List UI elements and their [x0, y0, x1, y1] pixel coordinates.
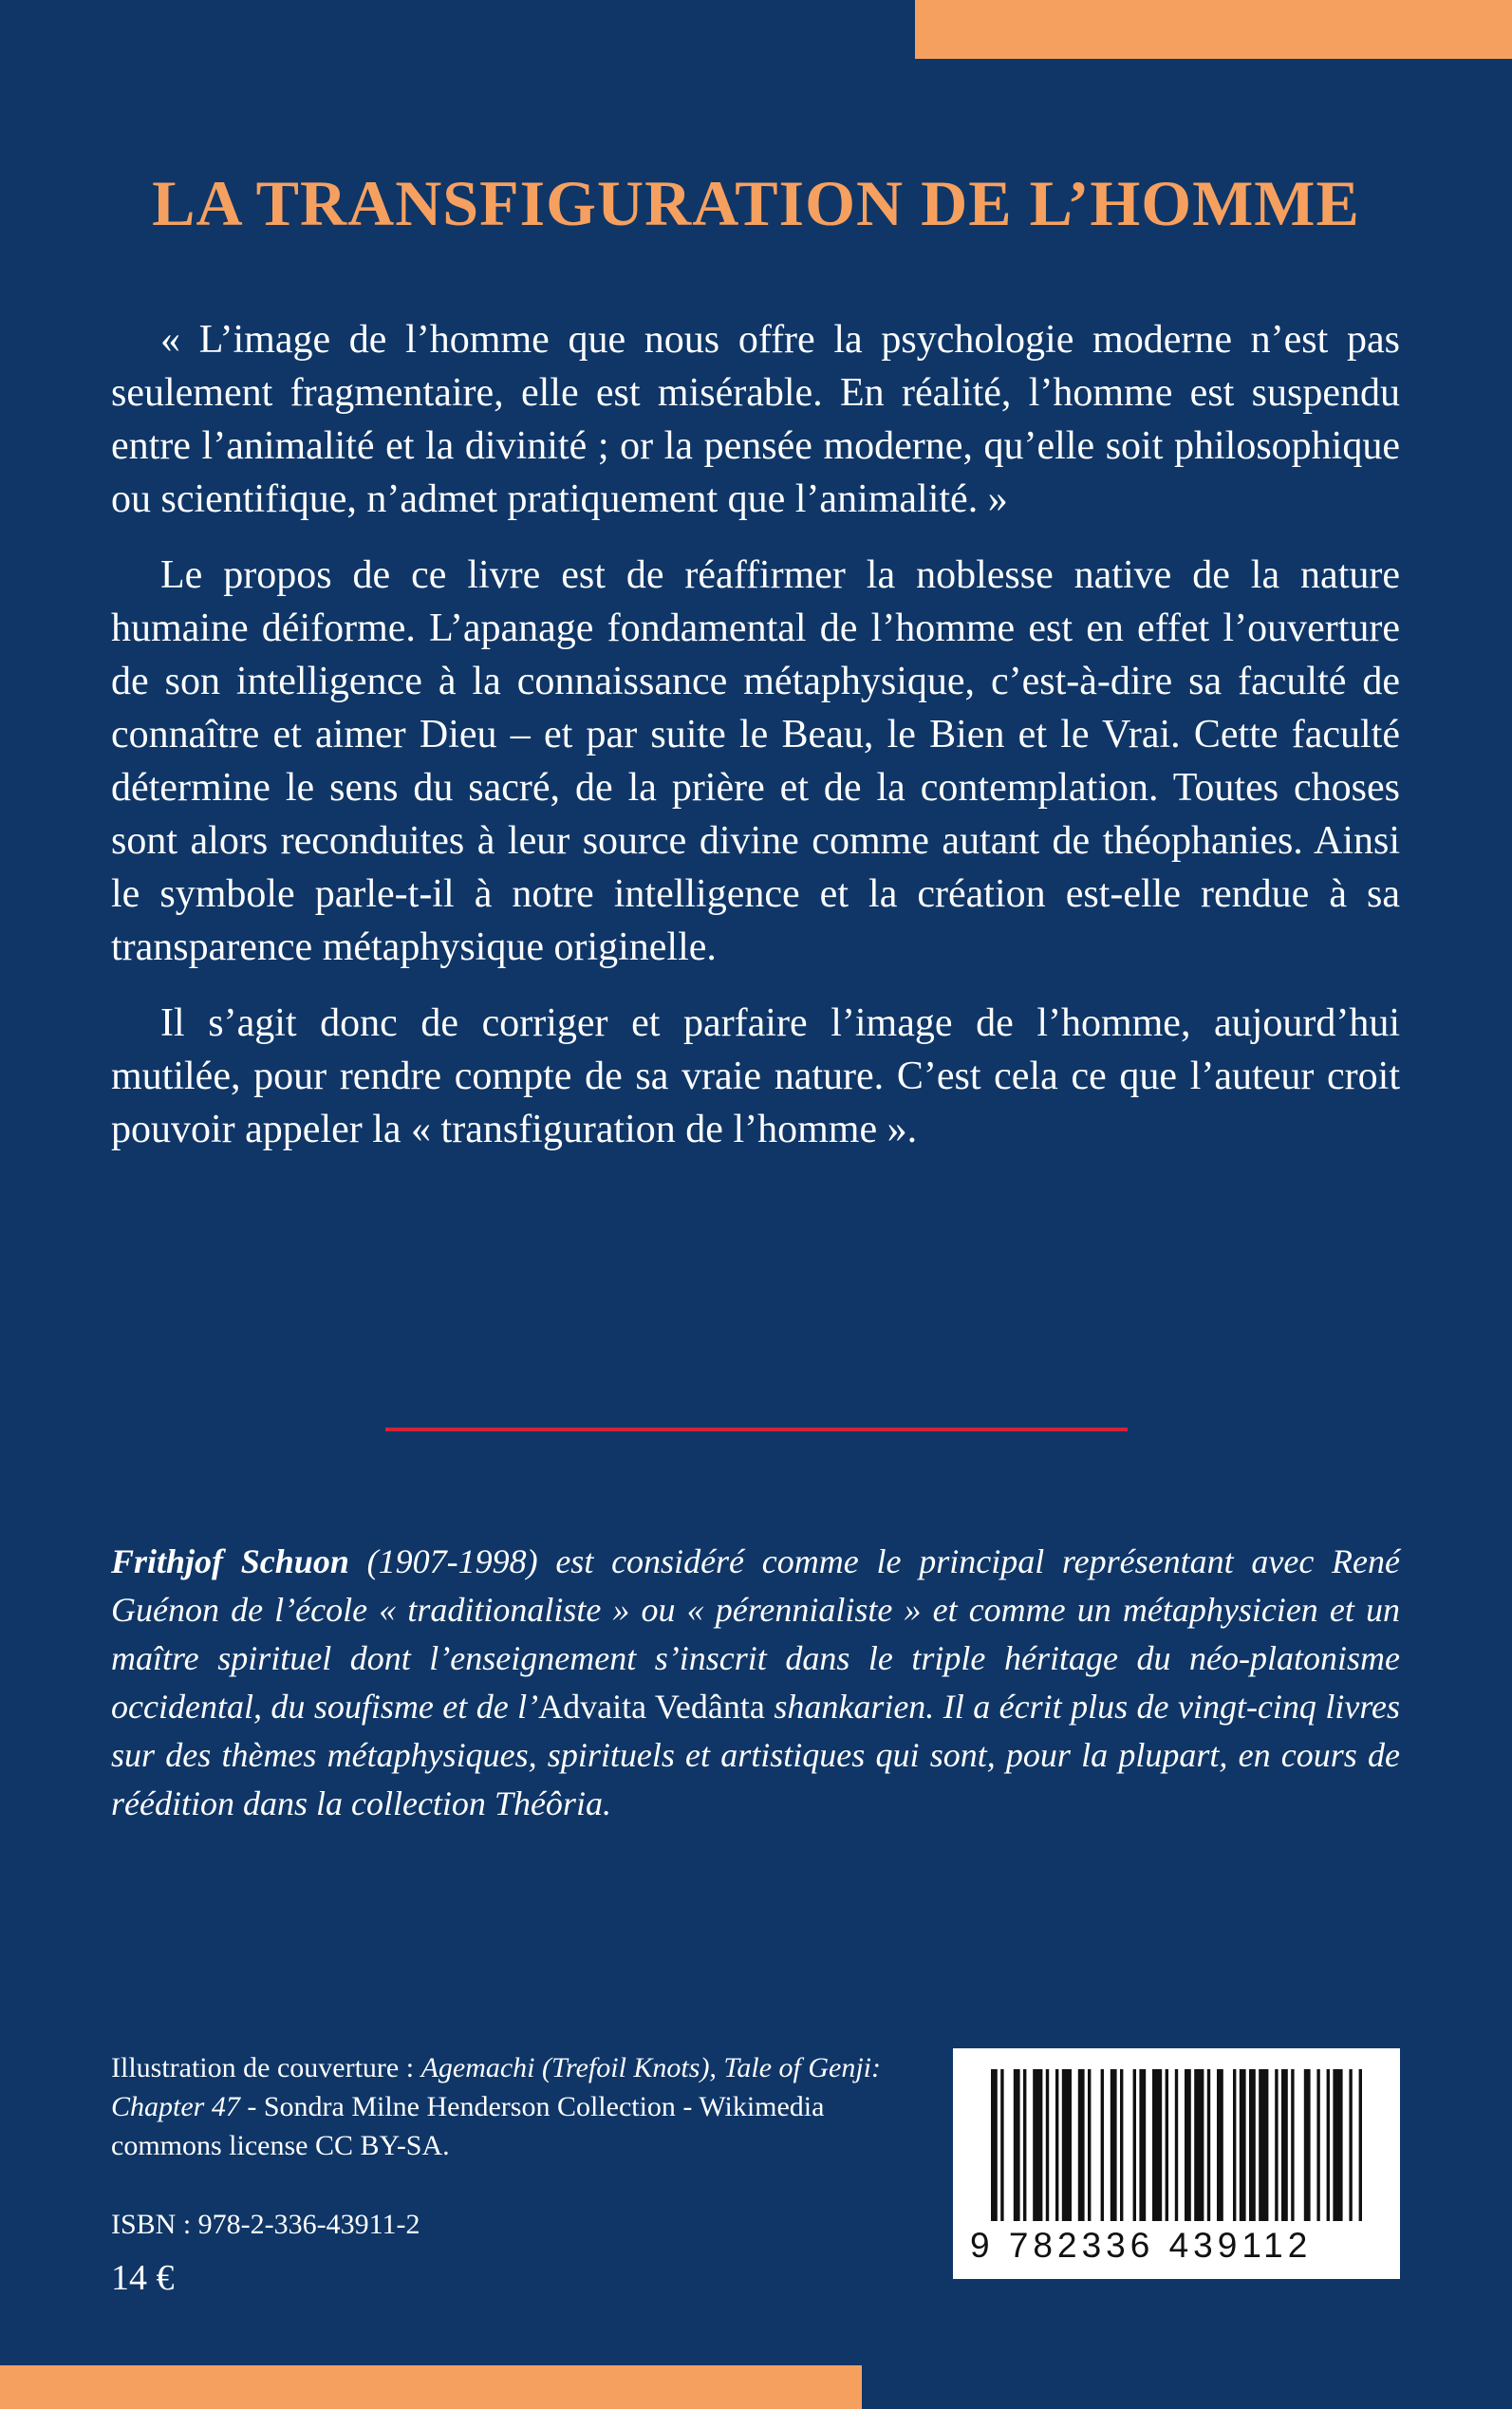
barcode-bar — [1101, 2069, 1104, 2221]
bio-text-end: shankarien. Il a écrit plus de vingt-cinq livres sur des thèmes métaphysiques, spirituels et artistiques qui sont, pour la plupart, en cours de réédition dans la collection Théôria. — [111, 1688, 1401, 1822]
bottom-accent-band — [0, 2365, 862, 2409]
barcode-bar — [1304, 2069, 1311, 2221]
barcode-bar — [1291, 2069, 1294, 2221]
barcode-bar — [1023, 2069, 1026, 2221]
barcode-bar — [1207, 2069, 1210, 2221]
barcode-bar — [1240, 2069, 1246, 2221]
barcode-bar — [1111, 2069, 1117, 2221]
illustration-credit — [111, 2048, 927, 2165]
barcode-bar — [1359, 2069, 1362, 2221]
barcode-bar — [1062, 2069, 1072, 2221]
isbn: ISBN : 978-2-336-43911-2 — [111, 2209, 420, 2240]
author-bio — [111, 1538, 1400, 1828]
barcode-bar — [1152, 2069, 1162, 2221]
barcode-bar — [1166, 2069, 1168, 2221]
barcode-bar — [1000, 2069, 1003, 2221]
barcode-bar — [1249, 2069, 1256, 2221]
blurb — [111, 313, 1400, 1179]
barcode-bar — [1046, 2069, 1049, 2221]
barcode-bar — [1088, 2069, 1091, 2221]
barcode-bar — [1281, 2069, 1288, 2221]
barcode-bar — [1349, 2069, 1352, 2221]
author-name: Frithjof Schuon — [111, 1542, 349, 1580]
barcode-digits: 9 782336 439112 — [970, 2226, 1313, 2265]
barcode-bar — [1175, 2069, 1178, 2221]
top-accent-band — [915, 0, 1512, 59]
barcode — [953, 2048, 1400, 2279]
price: 14 € — [111, 2258, 175, 2298]
barcode-bar — [1033, 2069, 1042, 2221]
credit-label: Illustration de couverture : — [111, 2052, 421, 2083]
barcode-bar — [1139, 2069, 1146, 2221]
barcode-bar — [1333, 2069, 1342, 2221]
barcode-bar — [1120, 2069, 1123, 2221]
barcode-bar — [1259, 2069, 1268, 2221]
book-title: LA TRANSFIGURATION DE L’HOMME — [152, 166, 1360, 239]
barcode-bar — [1327, 2069, 1330, 2221]
barcode-bar — [1014, 2069, 1020, 2221]
credit-work: Agemachi (Trefoil Knots), Tale of Genji: Chapter 47 — [111, 2052, 881, 2122]
barcode-bar — [1185, 2069, 1191, 2221]
barcode-bar — [991, 2069, 998, 2221]
blurb-paragraph: Le propos de ce livre est de réaffirmer la noblesse native de la nature humaine déiforme. L’apanage fondamental de l’homme est en effet l’ouverture de son intelligence à la connaissance métaphysique, c’est-à-dire sa faculté de connaître et aimer Dieu – et par suite le Beau, le Bien et le Vrai. Cette faculté détermine le sens du sacré, de la prière et de la contemplation. Toutes choses sont alors reconduites à leur source divine comme autant de théophanies. Ainsi le symbole parle-t-il à notre intelligence et la création est-elle rendue à sa transparence métaphysique originelle. — [111, 553, 1400, 969]
bio-advaita: Advaita Vedânta — [538, 1688, 765, 1726]
barcode-bar — [1316, 2069, 1319, 2221]
blurb-quote-paragraph: « L’image de l’homme que nous offre la psychologie moderne n’est pas seulement fragmentaire, elle est misérable. En réalité, l’homme est suspendu entre l’animalité et la divinité ; or la pensée moderne, qu’elle soit philosophique ou scientifique, n’admet pratiquement que l’animalité. » — [111, 318, 1400, 521]
barcode-bar — [1275, 2069, 1278, 2221]
blurb-paragraph: Il s’agit donc de corriger et parfaire l’image de l’homme, aujourd’hui mutilée, pour rendre compte de sa vraie nature. C’est cela ce que l’auteur croit pouvoir appeler la « transfiguration de l’homme ». — [111, 1001, 1400, 1151]
credit-rest: - Sondra Milne Henderson Collection - Wikimedia commons license CC BY-SA. — [111, 2091, 825, 2161]
barcode-bar — [1133, 2069, 1136, 2221]
bio-text: (1907-1998) est considéré comme le principal représentant avec René Guénon de l’école « traditionaliste » ou « pérennialiste » et comme un métaphysicien et un maître spirituel dont l’enseignement s’inscrit dans le triple héritage du néo-platonisme occidental, du soufisme et de l’ — [111, 1542, 1400, 1726]
section-divider — [385, 1428, 1128, 1431]
barcode-bar — [1055, 2069, 1058, 2221]
barcode-bar — [1233, 2069, 1236, 2221]
barcode-bar — [1078, 2069, 1085, 2221]
barcode-bar — [1194, 2069, 1204, 2221]
barcode-bar — [1217, 2069, 1223, 2221]
